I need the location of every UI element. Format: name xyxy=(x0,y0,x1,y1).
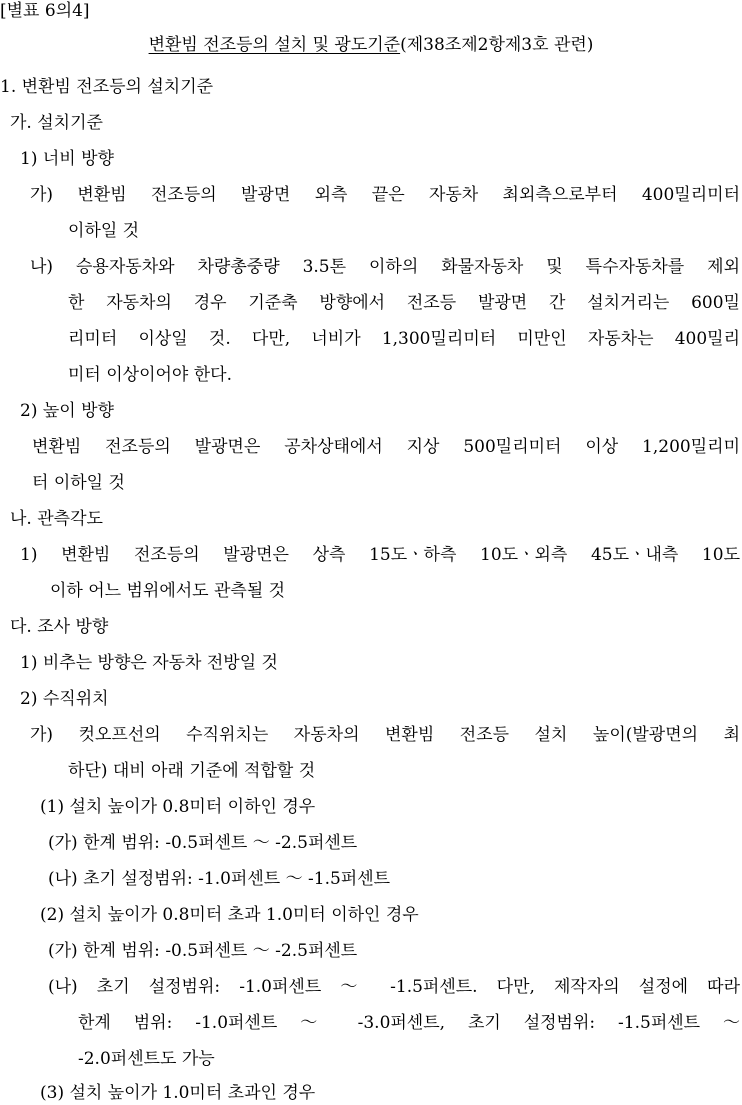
list-item: (가) 한계 범위: -0.5퍼센트 ～ -2.5퍼센트 xyxy=(48,941,358,961)
list-item: (가) 한계 범위: -0.5퍼센트 ～ -2.5퍼센트 xyxy=(48,833,358,853)
paragraph-line: -2.0퍼센트도 가능 xyxy=(78,1049,215,1069)
list-item: (3) 설치 높이가 1.0미터 초과인 경우 xyxy=(40,1083,316,1103)
paragraph-line: 1) 변환빔 전조등의 발광면은 상측 15도ㆍ하측 10도ㆍ외측 45도ㆍ내측 10도 xyxy=(20,545,740,565)
paragraph-line: 터 이하일 것 xyxy=(32,473,125,493)
subsection-heading: 나. 관측각도 xyxy=(10,509,103,529)
subsection-heading: 다. 조사 방향 xyxy=(10,617,109,637)
paragraph-line: 리미터 이상일 것. 다만, 너비가 1,300밀리미터 미만인 자동차는 400밀리 xyxy=(68,329,740,349)
paragraph-line: 나) 승용자동차와 차량총중량 3.5톤 이하의 화물자동차 및 특수자동차를 제외 xyxy=(30,257,740,277)
annex-label: [별표 6의4] xyxy=(0,1,90,21)
title-main: 변환빔 전조등의 설치 및 광도기준 xyxy=(148,35,401,55)
paragraph-line: 가) 컷오프선의 수직위치는 자동차의 변환빔 전조등 설치 높이(발광면의 최 xyxy=(30,725,740,745)
section-heading: 1. 변환빔 전조등의 설치기준 xyxy=(0,77,214,97)
paragraph-line: 한계 범위: -1.0퍼센트 ～ -3.0퍼센트, 초기 설정범위: -1.5퍼센트 ～ xyxy=(78,1013,740,1033)
list-item: (2) 설치 높이가 0.8미터 초과 1.0미터 이하인 경우 xyxy=(40,905,419,925)
item-heading: 2) 높이 방향 xyxy=(20,401,114,421)
subsection-heading: 가. 설치기준 xyxy=(10,113,103,133)
paragraph-line: 이하 어느 범위에서도 관측될 것 xyxy=(50,581,286,601)
item-heading: 1) 비추는 방향은 자동차 전방일 것 xyxy=(20,653,278,673)
paragraph-line: 하단) 대비 아래 기준에 적합할 것 xyxy=(68,761,316,781)
paragraph-line: 변환빔 전조등의 발광면은 공차상태에서 지상 500밀리미터 이상 1,200밀리미 xyxy=(32,437,740,457)
title-reference: (제38조제2항제3호 관련) xyxy=(400,35,594,55)
item-heading: 1) 너비 방향 xyxy=(20,149,114,169)
paragraph-line: 이하일 것 xyxy=(68,221,140,241)
list-item: (나) 초기 설정범위: -1.0퍼센트 ～ -1.5퍼센트 xyxy=(48,869,391,889)
document-title xyxy=(0,33,742,57)
paragraph-line: 가) 변환빔 전조등의 발광면 외측 끝은 자동차 최외측으로부터 400밀리미터 xyxy=(30,185,740,205)
list-item: (나) 초기 설정범위: -1.0퍼센트 ～ -1.5퍼센트. 다만, 제작자의 설정에 따라 xyxy=(48,977,740,997)
list-item: (1) 설치 높이가 0.8미터 이하인 경우 xyxy=(40,797,316,817)
item-heading: 2) 수직위치 xyxy=(20,689,109,709)
paragraph-line: 한 자동차의 경우 기준축 방향에서 전조등 발광면 간 설치거리는 600밀 xyxy=(68,293,740,313)
paragraph-line: 미터 이상이어야 한다. xyxy=(68,365,233,385)
